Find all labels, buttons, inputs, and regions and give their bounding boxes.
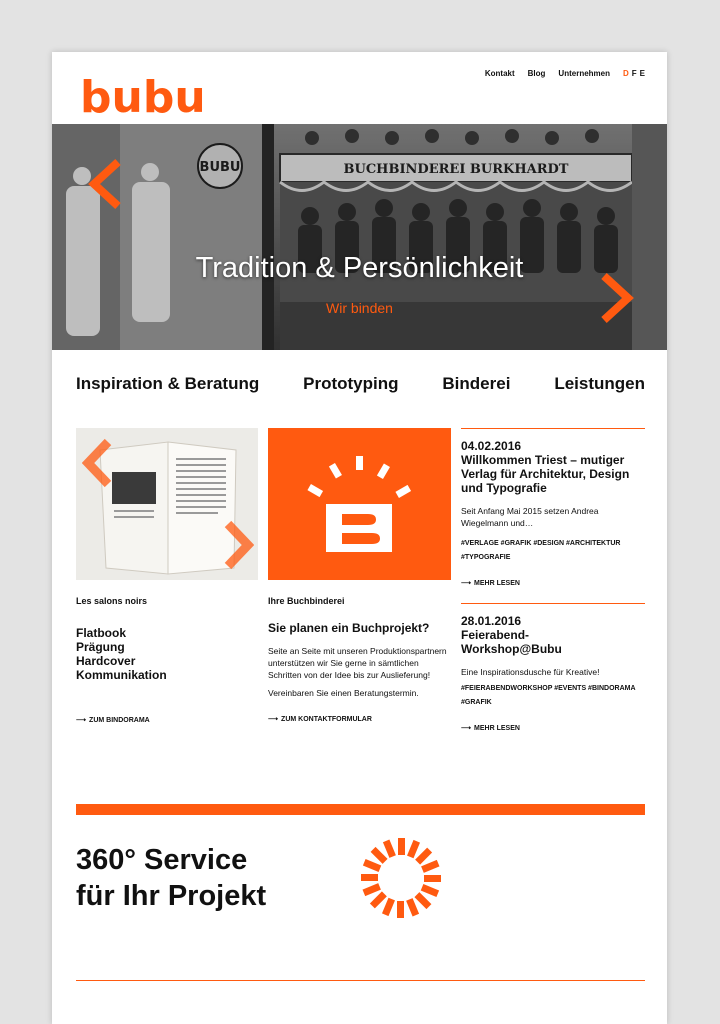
kontaktformular-link[interactable]: [268, 715, 451, 723]
news-title[interactable]: Willkommen Triest – mutiger Verlag für Architektur, Design und Typografie: [461, 453, 630, 495]
mehr-lesen-text: MEHR LESEN: [474, 579, 520, 587]
arrow-right-icon: ⟶: [76, 717, 87, 724]
book-prev-chevron-icon[interactable]: [82, 438, 112, 488]
mehr-lesen-link[interactable]: [461, 579, 645, 587]
nav-unternehmen[interactable]: Unternehmen: [558, 69, 610, 78]
column-salons: [76, 428, 258, 724]
news-item: [461, 428, 645, 587]
nav-blog[interactable]: Blog: [527, 69, 546, 78]
list-item-hardcover[interactable]: Hardcover: [76, 654, 136, 668]
news-item: [461, 603, 645, 732]
list-item-kommunikation[interactable]: Kommunikation: [76, 668, 167, 682]
beratung-text: Vereinbaren Sie einen Beratungstermin.: [268, 688, 419, 698]
cat-binderei[interactable]: Binderei: [442, 374, 511, 393]
news-excerpt: Eine Inspirationsdusche für Kreative!: [461, 667, 600, 677]
book-slider: [76, 428, 258, 580]
buchbinderei-tile: [268, 428, 451, 580]
arrow-right-icon: ⟶: [268, 716, 279, 723]
page: [52, 52, 667, 1024]
arrow-right-icon: ⟶: [461, 580, 472, 587]
hero-title: Tradition & Persönlichkeit: [195, 252, 524, 284]
news-excerpt: Seit Anfang Mai 2015 setzen Andrea Wiegelmann und…: [461, 506, 599, 528]
salons-list: [76, 626, 258, 682]
chevron-right-icon[interactable]: [600, 272, 636, 324]
lang-d[interactable]: D: [622, 69, 629, 78]
buchbinderei-label: Ihre Buchbinderei: [268, 596, 345, 606]
book-next-chevron-icon[interactable]: [224, 520, 254, 570]
service-line-2: für Ihr Projekt: [76, 880, 267, 912]
bindorama-link-text: ZUM BINDORAMA: [89, 716, 150, 724]
mehr-lesen-text: MEHR LESEN: [474, 724, 520, 732]
bubu-logo[interactable]: [80, 70, 210, 120]
bindorama-link[interactable]: [76, 716, 258, 724]
news-tags[interactable]: #FEIERABENDWORKSHOP #EVENTS #BINDORAMA #GRAFIK: [461, 685, 636, 706]
hero-photo: [52, 124, 667, 350]
bottom-divider: [76, 980, 645, 981]
logo-text: bubu: [80, 72, 206, 120]
lang-e[interactable]: E: [639, 69, 645, 78]
sun-circle-icon: [358, 835, 444, 921]
buchprojekt-heading: Sie planen ein Buchprojekt?: [268, 621, 430, 635]
bubu-b-icon: [268, 428, 451, 580]
section-divider: [76, 804, 645, 815]
salons-label: Les salons noirs: [76, 596, 148, 606]
news-date: 28.01.2016: [461, 614, 522, 628]
news-tags[interactable]: #VERLAGE #GRAFIK #DESIGN #ARCHITEKTUR #TYPOGRAFIE: [461, 540, 621, 561]
news-title[interactable]: Feierabend-Workshop@Bubu: [461, 628, 562, 656]
chevron-left-icon[interactable]: [86, 158, 122, 210]
top-navigation: [485, 69, 645, 78]
service-line-1: 360° Service: [76, 844, 248, 876]
kontaktformular-link-text: ZUM KONTAKTFORMULAR: [281, 715, 372, 723]
shop-sign-text: BUCHBINDEREI BURKHARDT: [343, 162, 569, 177]
cat-inspiration[interactable]: Inspiration & Beratung: [76, 374, 260, 393]
language-switcher: [623, 69, 645, 78]
nav-kontakt[interactable]: Kontakt: [484, 69, 515, 78]
cat-prototyping[interactable]: Prototyping: [303, 374, 399, 393]
news-column: [461, 428, 645, 732]
lang-f[interactable]: F: [631, 69, 637, 78]
arrow-right-icon: ⟶: [461, 725, 472, 732]
buchprojekt-text: Seite an Seite mit unseren Produktionspartnern unterstützen wir Sie gerne in sämtlichen Schritten von der Idee bis zur Auslieferung!: [268, 646, 447, 680]
door-sign-text: BUBU: [199, 160, 241, 175]
list-item-praegung[interactable]: Prägung: [76, 640, 125, 654]
hero-slider: [52, 124, 667, 350]
news-date: 04.02.2016: [461, 439, 522, 453]
cat-leistungen[interactable]: Leistungen: [554, 374, 645, 393]
category-navigation: [76, 374, 645, 394]
service-heading: [76, 842, 266, 914]
column-buchbinderei: [268, 428, 451, 723]
list-item-flatbook[interactable]: Flatbook: [76, 626, 126, 640]
mehr-lesen-link[interactable]: [461, 724, 645, 732]
hero-subtitle[interactable]: Wir binden: [326, 300, 393, 316]
